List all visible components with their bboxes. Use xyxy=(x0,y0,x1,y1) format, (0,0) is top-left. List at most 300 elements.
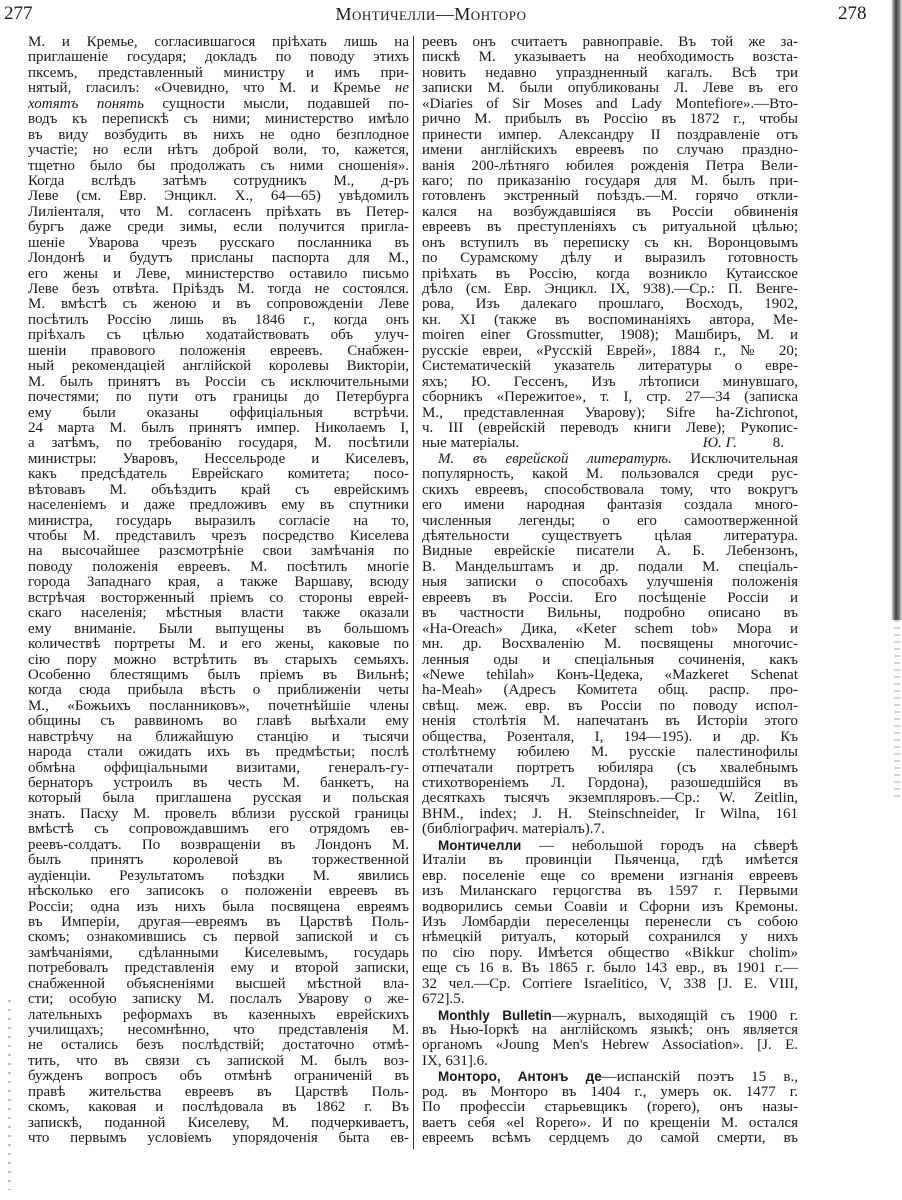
text-segment: реевъ-солдатъ. По возвращеніи въ Лондонъ М. xyxy=(28,837,409,853)
left-text-column xyxy=(28,35,409,1147)
text-line xyxy=(422,50,798,65)
text-line xyxy=(422,66,798,81)
text-line xyxy=(28,822,409,837)
text-segment: пксемъ, представленный министру и имъ при- xyxy=(28,65,409,81)
text-line xyxy=(422,143,798,158)
text-line xyxy=(422,637,798,652)
text-line xyxy=(422,174,798,189)
text-line xyxy=(422,575,798,590)
text-line xyxy=(28,313,409,328)
text-line xyxy=(28,514,409,529)
text-line xyxy=(422,529,798,544)
text-segment: на высочайшее разсмотрѣніе свои замѣчанія по xyxy=(28,544,409,560)
text-segment: изъ Миланскаго герцогства въ 1597 г. Первыми xyxy=(422,884,798,900)
text-segment: Систематическій указатель литературы о евре- xyxy=(422,359,798,375)
text-line xyxy=(422,822,798,837)
text-line xyxy=(28,653,409,668)
text-line xyxy=(422,560,798,575)
text-segment: готовленъ экстренный поѣздъ.—М. горячо откли- xyxy=(422,189,798,205)
text-line xyxy=(28,390,409,405)
text-segment: участіе; но если нѣтъ доброй воли, то, кажется, xyxy=(28,143,409,159)
text-segment: 6. xyxy=(476,1053,488,1069)
italic-text: хотятъ понять xyxy=(28,96,144,112)
text-line xyxy=(422,514,798,529)
text-segment: ленныя оды и спеціальныя сочиненія, какъ xyxy=(422,652,798,668)
text-segment: знать. Пасху М. провелъ вблизи русской границы xyxy=(28,806,409,822)
text-line xyxy=(28,699,409,714)
text-line xyxy=(28,50,409,65)
text-line xyxy=(422,236,798,251)
text-segment: снабженной объясненіями высшей мѣстной вла- xyxy=(28,976,409,992)
text-line xyxy=(28,915,409,930)
text-segment: ваетъ себя «el Ropero». И по крещеніи М. остался xyxy=(422,1115,798,1131)
text-line xyxy=(422,683,798,698)
text-segment: 5. xyxy=(453,992,465,1008)
text-segment: сію пору можно встрѣтить въ старыхъ семьяхъ. xyxy=(28,652,409,668)
text-segment: ha-Meah» (Адресъ Комитета общ. распр. про- xyxy=(422,683,798,699)
text-segment: шеніи правового положенія евреевъ. Снабжен- xyxy=(28,343,409,359)
text-segment: дѣятельности существуетъ цѣлая литература. xyxy=(422,529,798,544)
text-segment: свѣщ. меж. евр. въ Россіи по поводу испол- xyxy=(422,698,798,714)
text-line xyxy=(28,1038,409,1053)
text-segment: 672]. xyxy=(422,992,454,1008)
text-segment: отпечатали портретъ юбиляра (съ хвалебнымъ xyxy=(422,760,798,776)
text-line xyxy=(422,1131,798,1146)
text-line xyxy=(28,1085,409,1100)
text-line xyxy=(422,668,798,683)
text-segment: органомъ «Joung Men's Hebrew Association». [J. E. xyxy=(422,1038,798,1054)
text-line xyxy=(422,544,798,559)
text-line xyxy=(28,560,409,575)
text-segment: Когда вслѣдъ затѣмъ сотрудникъ М., д-ръ xyxy=(28,173,409,189)
text-segment: По профессіи старьевщикъ (ropero), онъ назы- xyxy=(422,1100,798,1116)
text-segment: встрѣчая восторженный пріемъ со стороны еврей- xyxy=(28,590,409,606)
text-segment: по сію пору. Имѣется общество «Bikkur cholim» xyxy=(422,945,798,961)
text-line xyxy=(28,1069,409,1084)
text-segment: потребовалъ представленія ему и второй записки, xyxy=(28,961,409,977)
text-segment: стихотвореніемъ Л. Гордона), разошедшійся въ xyxy=(422,776,798,791)
text-segment: не остались безъ послѣдствій; достаточно отмѣ- xyxy=(28,1038,409,1054)
text-segment: евреевъ въ Россіи. Его посѣщеніе Россіи и xyxy=(422,590,798,606)
text-segment: популярность, какой М. пользовался среди рус- xyxy=(422,467,798,483)
text-segment: скомъ, каковая и послѣдовала въ 1862 г. Въ xyxy=(28,1100,409,1116)
text-segment: принести импер. Александру II поздравленіе отъ xyxy=(422,127,798,143)
entry-heading: Монтичелли xyxy=(438,837,522,853)
text-segment: скихъ евреевъ, способствовала тому, что вокругъ xyxy=(422,482,798,498)
text-line xyxy=(422,791,798,806)
text-line xyxy=(422,1023,798,1038)
text-line xyxy=(422,1038,798,1053)
text-segment: нятый, гласилъ: «Очевидно, что М. и Кремье xyxy=(28,81,395,97)
text-line xyxy=(28,776,409,791)
text-line xyxy=(422,930,798,945)
text-segment: Лондонѣ и будутъ присланы паспорта для М., xyxy=(28,251,409,267)
text-line xyxy=(422,35,798,50)
text-segment: moiren einer Grossmutter, 1908); Машбиръ, М. и xyxy=(422,328,798,344)
text-line xyxy=(422,1008,798,1023)
text-line xyxy=(422,591,798,606)
text-line xyxy=(422,328,798,343)
text-segment: евр. поселеніе еще со времени изгнанія евреевъ xyxy=(422,868,798,884)
text-line xyxy=(422,1116,798,1131)
text-segment: численныя легенды; о его самоотверженной xyxy=(422,513,798,529)
text-segment: населеніемъ и даже предложивъ ему въ спутники xyxy=(28,498,409,514)
entry-heading: Monthly Bulletin xyxy=(438,1007,552,1023)
text-segment: по Сурамскому дѣлу и выразилъ готовность xyxy=(422,251,798,267)
text-segment: Видные еврейскіе писатели А. Б. Лебензонъ, xyxy=(422,544,798,560)
text-segment: Россіи; одна изъ нихъ была посвящена евреямъ xyxy=(28,899,409,915)
text-segment: мн. др. Восхваленію М. посвящены многочис- xyxy=(422,637,798,653)
text-line xyxy=(422,992,798,1007)
text-segment: сборникъ «Пережитое», т. I, стр. 27—34 (записка xyxy=(422,390,798,406)
text-line xyxy=(422,436,798,451)
text-line xyxy=(28,66,409,81)
text-line xyxy=(28,483,409,498)
text-segment: ч. III (еврейскій переводъ книги Леве); Рукопис- xyxy=(422,420,798,436)
text-segment: онъ вступилъ въ переписку съ кн. Воронцовымъ xyxy=(422,235,798,251)
text-segment: сущности мысли, подавшей по- xyxy=(143,96,409,112)
text-line xyxy=(28,529,409,544)
text-segment: «Newe tehilah» Конъ-Цедека, «Mazkeret Schenat xyxy=(422,667,798,683)
text-segment: пріѣхать въ Россію, когда возникло Кутаисское xyxy=(422,266,798,282)
text-line xyxy=(422,97,798,112)
text-line xyxy=(422,452,798,467)
text-segment: въ Нью-Іоркѣ на англійскомъ языкѣ; онъ является xyxy=(422,1023,798,1038)
text-line xyxy=(422,1054,798,1069)
text-line xyxy=(422,112,798,127)
text-line xyxy=(28,1100,409,1115)
text-segment: —испанскій поэтъ 15 в., xyxy=(601,1069,798,1085)
text-line xyxy=(28,452,409,467)
scan-edge-speckle xyxy=(894,620,900,800)
text-segment: правѣ жительства евреевъ въ Царствѣ Поль- xyxy=(28,1084,409,1100)
text-line xyxy=(28,406,409,421)
column-divider xyxy=(413,36,414,1149)
text-segment: кался на возбуждавшіяся въ Россіи обвиненія xyxy=(422,204,798,220)
text-segment: а затѣмъ, по требованію государя, М. посѣтили xyxy=(28,436,409,452)
text-line xyxy=(422,251,798,266)
text-line xyxy=(28,853,409,868)
text-line xyxy=(28,467,409,482)
text-line xyxy=(28,189,409,204)
text-line xyxy=(28,807,409,822)
text-segment: въ Имперіи, другая—евреямъ въ Царствѣ Поль- xyxy=(28,914,409,930)
text-segment: Лиліенталя, что М. согласенъ пріѣхать въ Петер- xyxy=(28,204,409,220)
text-segment: рова, Изъ далекаго прошлаго, Восходъ, 1902, xyxy=(422,297,798,313)
text-segment: что первымъ условіемъ упорядоченія быта ев- xyxy=(28,1131,409,1147)
text-line xyxy=(28,946,409,961)
text-line xyxy=(28,1116,409,1131)
text-line xyxy=(422,159,798,174)
text-segment: ему были оказаны оффиціальныя встрѣчи. xyxy=(28,405,409,421)
text-segment: 24 марта М. былъ принятъ импер. Николаемъ I, xyxy=(28,420,409,436)
text-line xyxy=(28,637,409,652)
text-segment: министра, государь выразилъ согласіе на то, xyxy=(28,513,409,529)
text-segment: его жены и Леве, министерство оставило письмо xyxy=(28,266,409,282)
text-line xyxy=(28,375,409,390)
text-segment: пискѣ М. указываетъ на необходимость возста- xyxy=(422,50,798,66)
running-title: Монтичелли—Монторо xyxy=(335,4,527,24)
text-segment: Изъ Ломбардіи переселенцы перенесли съ собою xyxy=(422,914,798,930)
text-line xyxy=(422,498,798,513)
text-segment: нѣсколько его записокъ о положеніи евреевъ въ xyxy=(28,884,409,900)
text-segment: Леве (см. Евр. Энцикл. X., 64—65) увѣдомилъ xyxy=(28,189,409,205)
text-segment: М., «Божьихъ посланниковъ», почетнѣйшіе члены xyxy=(28,698,409,714)
text-segment: въ частности Вильны, подробно описано въ xyxy=(422,606,798,622)
text-line xyxy=(422,838,798,853)
text-segment: записки М. были опубликованы Л. Леве въ его xyxy=(422,81,798,97)
text-segment: бужденъ вопросъ объ отмѣнѣ ограниченій въ xyxy=(28,1069,409,1085)
text-segment: IX, 631]. xyxy=(422,1053,477,1069)
text-segment: BHM., index; J. H. Steinschneider, Ir Wilna, 161 xyxy=(422,806,798,822)
text-segment: ненія столѣтія М. напечатанъ въ Исторіи этого xyxy=(422,714,798,730)
text-segment: Италіи въ провинціи Пьяченца, гдѣ имѣется xyxy=(422,853,798,869)
text-segment: Особенно блестящимъ былъ пріемъ въ Вильнѣ; xyxy=(28,667,409,683)
text-segment: количествѣ портреты М. и его жены, каковые по xyxy=(28,637,409,653)
text-segment: министры: Уваровъ, Нессельроде и Киселевъ, xyxy=(28,451,409,467)
text-line xyxy=(422,390,798,405)
text-segment: шеніе Уварова чрезъ русскаго посланника въ xyxy=(28,235,409,251)
text-line xyxy=(28,1131,409,1146)
text-line xyxy=(28,267,409,282)
text-segment: водворились семьи Соавіи и Сфорни изъ Кремоны. xyxy=(422,899,798,915)
text-segment: рично М. прибылъ въ Россію въ 1872 г., чтобы xyxy=(422,112,798,128)
text-line xyxy=(28,97,409,112)
text-line xyxy=(422,1100,798,1115)
text-segment: навстрѣчу на ближайшую станцію и тысячи xyxy=(28,729,409,745)
text-line xyxy=(28,900,409,915)
text-segment: посѣтилъ Россію лишь въ 1846 г., когда онъ xyxy=(28,312,409,328)
text-line xyxy=(422,853,798,868)
text-line xyxy=(28,220,409,235)
text-line xyxy=(28,930,409,945)
text-line xyxy=(28,1008,409,1023)
text-line xyxy=(422,406,798,421)
text-segment: Леве безъ отвѣта. Пріѣздъ М. тогда не состоялся. xyxy=(28,282,409,297)
text-line xyxy=(422,189,798,204)
text-line xyxy=(28,297,409,312)
text-line xyxy=(28,81,409,96)
text-line xyxy=(28,128,409,143)
text-line xyxy=(28,977,409,992)
text-segment: вѣтовавъ М. объѣздить край съ еврейскимъ xyxy=(28,482,409,498)
text-line xyxy=(28,714,409,729)
text-line xyxy=(28,344,409,359)
text-line xyxy=(422,128,798,143)
text-segment: народа стали ожидать ихъ въ предмѣстьи; послѣ xyxy=(28,745,409,761)
text-segment: род. въ Монторо въ 1404 г., умеръ ок. 1477 г. xyxy=(422,1084,798,1100)
text-line xyxy=(28,606,409,621)
text-segment: обмѣна оффиціальными визитами, генералъ-гу- xyxy=(28,760,409,776)
text-line xyxy=(28,328,409,343)
text-segment: приглашеніе государя; докладъ по поводу этихъ xyxy=(28,50,409,66)
italic-text: М. въ еврейской литературѣ. xyxy=(438,451,672,467)
text-segment: общества, Розенталя, I, 194—195). и др. Къ xyxy=(422,729,798,745)
text-line xyxy=(422,1085,798,1100)
text-segment: тить, что въ связи съ запиской М. былъ воз- xyxy=(28,1053,409,1069)
text-segment: яхъ; Ю. Гессенъ, Изъ лѣтописи минувшаго, xyxy=(422,374,798,390)
text-segment: М. и Кремье, согласившагося пріѣхать лишь на xyxy=(28,35,409,50)
text-line xyxy=(28,869,409,884)
text-segment: который была приглашена русская и польская xyxy=(28,791,409,807)
text-segment: — небольшой городъ на сѣверѣ xyxy=(521,837,798,854)
page-number-right: 278 xyxy=(838,3,867,24)
text-line xyxy=(422,745,798,760)
text-line xyxy=(28,622,409,637)
text-line xyxy=(422,1069,798,1084)
text-line xyxy=(28,992,409,1007)
text-segment: бернаторъ устроилъ въ честь М. банкетъ, на xyxy=(28,776,409,791)
text-segment: 7. xyxy=(593,822,605,838)
text-line xyxy=(422,220,798,235)
text-line xyxy=(28,884,409,899)
text-line xyxy=(422,282,798,297)
text-segment: его имени народная фантазія создала много- xyxy=(422,498,798,514)
text-segment: В. Мандельштамъ и др. подали М. спеціаль- xyxy=(422,559,798,575)
text-line xyxy=(422,807,798,822)
text-line xyxy=(422,81,798,96)
text-segment: скомъ; ознакомившись съ первой запиской и съ xyxy=(28,930,409,946)
text-segment: «Diaries of Sir Moses and Lady Montefiore».—Вто- xyxy=(422,96,798,112)
text-line xyxy=(422,313,798,328)
text-segment: десяткахъ тысячъ экземпляровъ.—Ср.: W. Zeitlin, xyxy=(422,791,798,807)
text-segment: реевъ онъ считаетъ равноправіе. Въ той же за- xyxy=(422,35,798,50)
text-line xyxy=(28,421,409,436)
text-segment: кн. XI (также въ воспоминаніяхъ автора, Me- xyxy=(422,312,798,328)
text-segment: пріѣхалъ съ цѣлью ходатайствовать объ улуч- xyxy=(28,328,409,344)
text-line xyxy=(28,174,409,189)
text-segment: сти; особую записку М. послалъ Уварову о же- xyxy=(28,992,409,1008)
text-segment: ныя записки о способахъ улучшенія положенія xyxy=(422,575,798,591)
text-segment: тщетно было бы продолжать съ ними сношенія». xyxy=(28,158,409,174)
text-segment: Исключительная xyxy=(671,451,798,467)
text-segment: ему вниманіе. Были выпущены въ большомъ xyxy=(28,621,409,637)
italic-text: Ю. Г. xyxy=(702,436,737,452)
text-segment: дѣло (см. Евр. Энцикл. IX, 938).—Ср.: П. Венге- xyxy=(422,282,798,297)
text-line xyxy=(422,606,798,621)
entry-heading: Монторо, Антонъ де xyxy=(438,1069,602,1085)
text-segment: въ виду возбудить въ нихъ не одно безплодное xyxy=(28,127,409,143)
text-line xyxy=(28,143,409,158)
text-line xyxy=(422,375,798,390)
text-line xyxy=(422,622,798,637)
text-segment: замѣчаніями, сдѣланными Киселевымъ, государь xyxy=(28,945,409,961)
text-segment: вмѣстѣ съ сопровождавшимъ его отрядомъ ев- xyxy=(28,822,409,838)
text-segment: «Ha-Oreach» Дика, «Keter schem tob» Мора и xyxy=(422,621,798,637)
text-segment: —журналъ, выходящій съ 1900 г. xyxy=(551,1007,798,1023)
text-line xyxy=(28,112,409,127)
text-line xyxy=(28,1023,409,1038)
text-line xyxy=(28,251,409,266)
text-segment: еще съ 16 в. Въ 1865 г. было 143 евр., въ 1901 г.— xyxy=(422,961,798,977)
text-segment: М. вмѣстѣ съ женою и въ сопровожденіи Леве xyxy=(28,297,409,313)
text-segment: каго; по приказанію государя для М. былъ при- xyxy=(422,173,798,189)
text-segment: чтобы М. представилъ чрезъ посредство Киселева xyxy=(28,529,409,544)
text-line xyxy=(422,869,798,884)
text-line xyxy=(28,498,409,513)
text-segment: города Западнаго края, а также Варшаву, всюду xyxy=(28,575,409,591)
text-line xyxy=(422,884,798,899)
text-line xyxy=(422,961,798,976)
text-segment: русскіе евреи, «Русскій Еврей», 1884 г., № 20; xyxy=(422,343,798,359)
text-segment: новить недавно упраздненный кагалъ. Всѣ три xyxy=(422,65,798,81)
text-segment: когда сюда прибыла вѣсть о приближеніи четы xyxy=(28,683,409,699)
text-segment: общины съ раввиномъ во главѣ выѣхали ему xyxy=(28,714,409,730)
text-line xyxy=(28,838,409,853)
text-segment: (библіографич. матеріалъ). xyxy=(422,822,594,838)
text-segment: почестями; по пути отъ границы до Петербурга xyxy=(28,390,409,406)
text-line xyxy=(28,791,409,806)
text-line xyxy=(422,653,798,668)
text-segment: М. былъ принятъ въ Россіи съ исключительными xyxy=(28,374,409,390)
text-segment: училищахъ; несомнѣнно, что представленія М. xyxy=(28,1023,409,1038)
text-segment: 8. xyxy=(772,436,784,452)
text-segment: водъ къ перепискѣ съ ними; министерство имѣло xyxy=(28,112,409,128)
text-line xyxy=(28,359,409,374)
text-segment: поводу положенія евреевъ. М. посѣтилъ многіе xyxy=(28,559,409,575)
text-segment: имени англійскихъ евреевъ по случаю праздно- xyxy=(422,143,798,159)
text-line xyxy=(422,699,798,714)
text-line xyxy=(28,205,409,220)
scan-left-speckle xyxy=(8,1000,11,1190)
text-line xyxy=(422,359,798,374)
text-line xyxy=(422,267,798,282)
italic-text: не xyxy=(394,81,409,97)
text-line xyxy=(28,159,409,174)
text-line xyxy=(28,436,409,451)
text-segment: столѣтнему юбилею М. русскіе палестинофилы xyxy=(422,745,798,761)
text-segment: 32 чел.—Ср. Corriere Israelitico, V, 338 [J. E. VIII, xyxy=(422,976,798,992)
text-line xyxy=(422,421,798,436)
text-segment: ные матеріалы. xyxy=(422,436,520,452)
text-line xyxy=(28,668,409,683)
text-line xyxy=(422,467,798,482)
text-line xyxy=(422,915,798,930)
text-segment: скаго населенія; мѣстныя власти также оказали xyxy=(28,606,409,622)
text-segment: нѣмецкій ритуалъ, который сохранился у нихъ xyxy=(422,930,798,946)
text-line xyxy=(28,730,409,745)
text-segment: ный рекомендаціей англійской королевы Викторіи, xyxy=(28,359,409,375)
text-line xyxy=(28,544,409,559)
text-segment: ванія 200-лѣтняго юбилея рожденія Петра Вели- xyxy=(422,158,798,174)
text-line xyxy=(422,977,798,992)
text-line xyxy=(28,236,409,251)
text-segment: евреемъ всѣмъ сердцемъ до самой смерти, въ xyxy=(422,1131,798,1147)
text-segment: М., представленная Уварову); Sifre ha-Zichronot, xyxy=(422,405,798,421)
text-line xyxy=(28,961,409,976)
text-segment: аудіенціи. Результатомъ поѣздки М. явились xyxy=(28,868,409,884)
text-line xyxy=(422,900,798,915)
text-line xyxy=(28,1054,409,1069)
text-line xyxy=(422,714,798,729)
text-segment: лательныхъ реформахъ въ казенныхъ еврейскихъ xyxy=(28,1007,409,1023)
text-segment: запискѣ, поданной Киселеву, М. подчеркиваетъ, xyxy=(28,1115,409,1131)
text-line xyxy=(422,776,798,791)
text-line xyxy=(422,730,798,745)
text-line xyxy=(28,761,409,776)
text-line xyxy=(422,483,798,498)
text-segment: какъ предсѣдатель Еврейскаго комитета; посо- xyxy=(28,467,409,483)
text-line xyxy=(28,683,409,698)
text-segment: былъ принятъ королевой въ торжественной xyxy=(28,853,409,869)
page-number-left: 277 xyxy=(4,3,33,24)
text-line xyxy=(28,35,409,50)
scan-edge-shadow xyxy=(891,0,902,620)
right-text-column xyxy=(422,35,798,1147)
text-line xyxy=(28,575,409,590)
text-line xyxy=(28,745,409,760)
text-line xyxy=(422,297,798,312)
